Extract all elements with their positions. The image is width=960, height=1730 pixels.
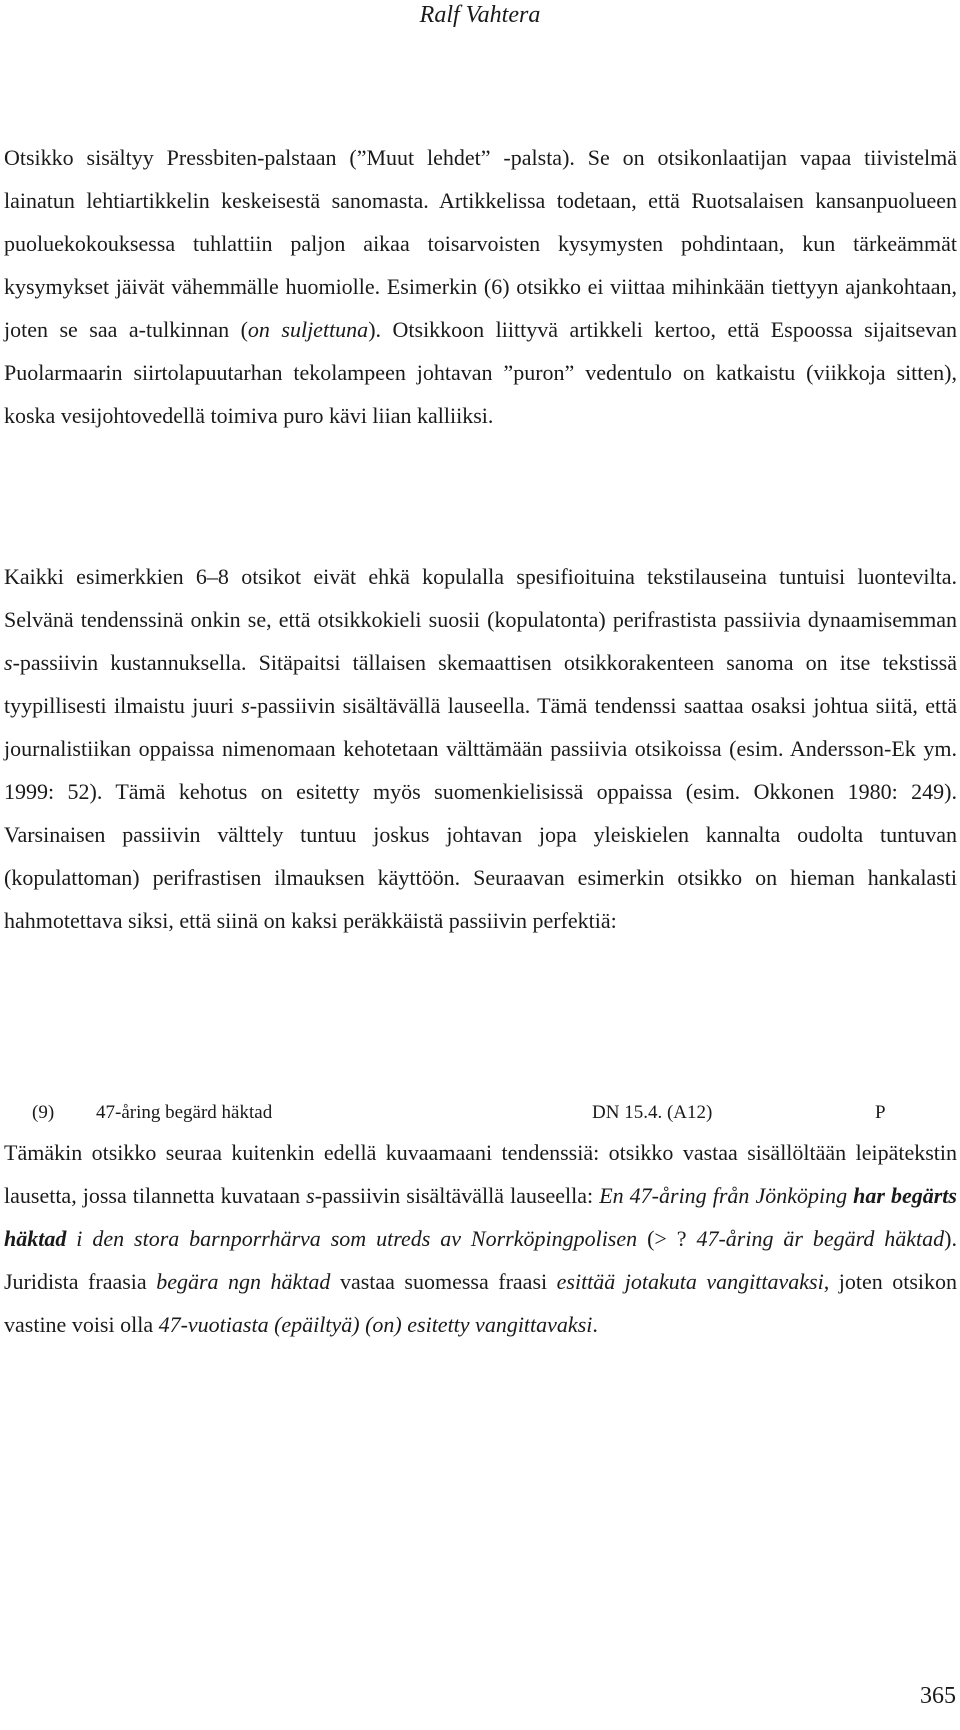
emphasis-span: on suljettuna	[247, 317, 369, 342]
example-headline: 47-åring begärd häktad	[96, 1102, 273, 1123]
example-tag: P	[875, 1102, 886, 1123]
paragraph-2: Kaikki esimerkkien 6–8 otsikot eivät ehkä kopulalla spesifioituina tekstilauseina tuntuisi luontevilta. Selvänä tendenssinä onkin se, että otsikkokieli suosii (kopulatonta) perifrastista passiivia dynaamisemman s-passiivin kustannuksella. Sitäpaitsi tällaisen skemaattisen otsikkorakenteen sanoma on itse tekstissä tyypillisesti ilmaistu juuri s-passiivin sisältävällä lauseella. Tämä tendenssi saattaa osaksi johtua siitä, että journalistiikan oppaissa nimenomaan kehotetaan välttämään passiivia otsikoissa (esim. Andersson-Ek ym. 1999: 52). Tämä kehotus on esitetty myös suomenkielisissä oppaissa (esim. Okkonen 1980: 249). Varsinaisen passiivin välttely tuntuu joskus johtavan jopa yleiskielen kannalta oudolta tuntuvan (kopulattoman) perifrastisen ilmauksen käyttöön. Seuraavan esimerkin otsikko on hieman hankalasti hahmotettava siksi, että siinä on kaksi peräkkäistä passiivin perfektiä:	[4, 564, 957, 933]
emphasis-span: esittää jotakuta vangittavaksi	[556, 1269, 824, 1294]
emphasis-span: begära ngn häktad	[156, 1269, 331, 1294]
emphasis-span: En 47-åring från Jönköping	[599, 1183, 854, 1208]
emphasis-span: har begärts häktad	[4, 1183, 957, 1251]
emphasis-span: i den stora barnporrhärva som utreds av Norrköpingpolisen	[66, 1226, 638, 1251]
emphasis-span: 47-vuotiasta (epäiltyä) (on) esitetty vangittavaksi	[158, 1312, 593, 1337]
emphasis-span: s	[4, 650, 13, 675]
paragraph-1: Otsikko sisältyy Pressbiten-palstaan (”Muut lehdet” -palsta). Se on otsikonlaatijan vapaa tiivistelmä lainatun lehtiartikkelin keskeisestä sanomasta. Artikkelissa todetaan, että Ruotsalaisen kansanpuolueen puoluekokouksessa tuhlattiin paljon aikaa toisarvoisten kysymysten pohdintaan, kun tärkeämmät kysymykset jäivät vähemmälle huomiolle. Esimerkin (6) otsikko ei viittaa mihinkään tiettyyn ajankohtaan, joten se saa a-tulkinnan (on suljettuna). Otsikkoon liittyvä artikkeli kertoo, että Espoossa sijaitsevan Puolarmaarin siirtolapuutarhan tekolampeen johtavan ”puron” vedentulo on katkaistu (viikkoja sitten), koska vesijohtovedellä toimiva puro kävi liian kalliiksi.	[4, 145, 957, 428]
example-number: (9)	[32, 1102, 55, 1123]
emphasis-span: s	[241, 693, 250, 718]
emphasis-span: s	[306, 1183, 315, 1208]
paragraph-3: Tämäkin otsikko seuraa kuitenkin edellä kuvaamaani tendenssiä: otsikko vastaa sisällöltään leipätekstin lausetta, jossa tilannetta kuvataan s-passiivin sisältävällä lauseella: En 47-åring från Jönköping har begärts häktad i den stora barnporrhärva som utreds av Norrköpingpolisen (> ? 47-åring är begärd häktad). Juridista fraasia begära ngn häktad vastaa suomessa fraasi esittää jotakuta vangittavaksi, joten otsikon vastine voisi olla 47-vuotiasta (epäiltyä) (on) esitetty vangittavaksi.	[4, 1140, 958, 1337]
page-number: 365	[920, 1683, 956, 1709]
example-9	[32, 1102, 932, 1130]
running-head: Ralf Vahtera	[419, 2, 541, 28]
emphasis-span: 47-åring är begärd häktad	[696, 1226, 945, 1251]
example-source: DN 15.4. (A12)	[592, 1102, 713, 1123]
